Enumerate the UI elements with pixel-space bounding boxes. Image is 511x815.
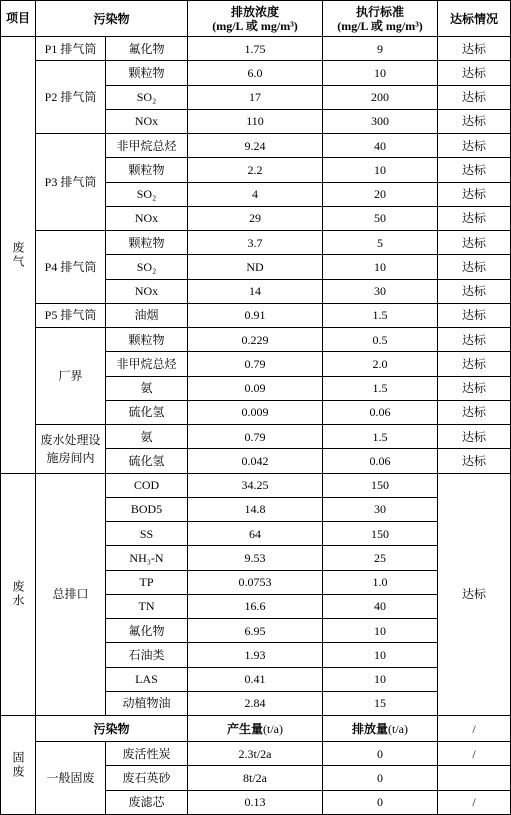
category-solid-waste: 固废 — [1, 716, 36, 815]
standard-cell: 15 — [323, 691, 438, 715]
pollutant-cell: 颗粒物 — [106, 61, 188, 85]
status-cell: 达标 — [438, 134, 511, 158]
header-category: 项目 — [1, 1, 36, 37]
source-p3: P3 排气筒 — [36, 134, 106, 231]
value-cell: 0.91 — [188, 303, 323, 327]
produced-cell: 0.13 — [188, 790, 323, 814]
pollutant-cell: LAS — [106, 667, 188, 691]
status-cell: 达标 — [438, 109, 511, 133]
status-cell: 达标 — [438, 473, 511, 716]
solid-header-emitted: 排放量(t/a) — [323, 716, 438, 742]
pollutant-cell: 氟化物 — [106, 619, 188, 643]
produced-cell: 2.3t/2a — [188, 742, 323, 766]
value-cell: 14 — [188, 279, 323, 303]
status-cell: 达标 — [438, 328, 511, 352]
value-cell: 0.09 — [188, 376, 323, 400]
pollutant-cell: NOx — [106, 109, 188, 133]
solid-header-status: / — [438, 716, 511, 742]
table-row — [1, 742, 511, 766]
value-cell: 0.042 — [188, 449, 323, 473]
value-cell: 9.24 — [188, 134, 323, 158]
source-p4: P4 排气筒 — [36, 231, 106, 304]
standard-cell: 2.0 — [323, 352, 438, 376]
status-cell: / — [438, 742, 511, 766]
pollutant-cell: SO₂ — [106, 255, 188, 279]
source-p1: P1 排气筒 — [36, 37, 106, 61]
status-cell — [438, 766, 511, 790]
value-cell: 1.75 — [188, 37, 323, 61]
standard-cell: 10 — [323, 158, 438, 182]
emitted-cell: 0 — [323, 790, 438, 814]
status-cell: 达标 — [438, 400, 511, 424]
pollutant-cell: TP — [106, 570, 188, 594]
standard-cell: 1.5 — [323, 425, 438, 449]
solid-header-produced: 产生量(t/a) — [188, 716, 323, 742]
pollutant-cell: 非甲烷总烃 — [106, 352, 188, 376]
standard-cell: 1.0 — [323, 570, 438, 594]
standard-cell: 10 — [323, 667, 438, 691]
status-cell: 达标 — [438, 352, 511, 376]
pollutant-cell: COD — [106, 473, 188, 497]
pollutant-cell: 废活性炭 — [106, 742, 188, 766]
pollutant-cell: NOx — [106, 206, 188, 230]
pollutant-cell: TN — [106, 594, 188, 618]
status-cell: 达标 — [438, 376, 511, 400]
value-cell: 17 — [188, 85, 323, 109]
value-cell: 2.2 — [188, 158, 323, 182]
pollutant-cell: SS — [106, 522, 188, 546]
source-p2: P2 排气筒 — [36, 61, 106, 134]
pollutant-cell: SO₂ — [106, 182, 188, 206]
standard-cell: 0.06 — [323, 400, 438, 424]
value-cell: 29 — [188, 206, 323, 230]
status-cell: 达标 — [438, 303, 511, 327]
standard-cell: 0.5 — [323, 328, 438, 352]
table-row — [1, 61, 511, 85]
table-header-row — [1, 1, 511, 37]
pollutant-cell: BOD5 — [106, 497, 188, 521]
pollutant-cell: 硫化氢 — [106, 449, 188, 473]
pollutant-cell: 颗粒物 — [106, 231, 188, 255]
value-cell: 6.95 — [188, 619, 323, 643]
value-cell: 9.53 — [188, 546, 323, 570]
standard-cell: 25 — [323, 546, 438, 570]
pollutant-cell: NH₃-N — [106, 546, 188, 570]
standard-cell: 9 — [323, 37, 438, 61]
value-cell: ND — [188, 255, 323, 279]
source-main-outlet: 总排口 — [36, 473, 106, 716]
pollutant-cell: 非甲烷总烃 — [106, 134, 188, 158]
standard-cell: 0.06 — [323, 449, 438, 473]
pollutant-cell: NOx — [106, 279, 188, 303]
source-boundary: 厂界 — [36, 328, 106, 425]
status-cell: 达标 — [438, 182, 511, 206]
standard-cell: 20 — [323, 182, 438, 206]
standard-cell: 30 — [323, 497, 438, 521]
value-cell: 14.8 — [188, 497, 323, 521]
value-cell: 0.229 — [188, 328, 323, 352]
value-cell: 0.79 — [188, 352, 323, 376]
status-cell: / — [438, 790, 511, 814]
standard-cell: 40 — [323, 594, 438, 618]
value-cell: 16.6 — [188, 594, 323, 618]
value-cell: 2.84 — [188, 691, 323, 715]
table-row — [1, 716, 511, 742]
emitted-cell: 0 — [323, 742, 438, 766]
value-cell: 4 — [188, 182, 323, 206]
standard-cell: 40 — [323, 134, 438, 158]
table-row — [1, 37, 511, 61]
pollutant-cell: 氨 — [106, 425, 188, 449]
standard-cell: 1.5 — [323, 303, 438, 327]
value-cell: 0.0753 — [188, 570, 323, 594]
solid-header-pollutant: 污染物 — [36, 716, 188, 742]
source-general-solid-waste: 一般固废 — [36, 742, 106, 815]
status-cell: 达标 — [438, 61, 511, 85]
standard-cell: 150 — [323, 473, 438, 497]
status-cell: 达标 — [438, 231, 511, 255]
header-emission: 排放浓度 (mg/L 或 mg/m³) — [188, 1, 323, 37]
pollutant-cell: SO₂ — [106, 85, 188, 109]
pollutant-cell: 氨 — [106, 376, 188, 400]
category-waste-gas: 废气 — [1, 37, 36, 474]
standard-cell: 10 — [323, 255, 438, 279]
value-cell: 64 — [188, 522, 323, 546]
table-row — [1, 303, 511, 327]
pollutant-cell: 颗粒物 — [106, 158, 188, 182]
header-standard: 执行标准 (mg/L 或 mg/m³) — [323, 1, 438, 37]
produced-cell: 8t/2a — [188, 766, 323, 790]
standard-cell: 150 — [323, 522, 438, 546]
status-cell: 达标 — [438, 206, 511, 230]
standard-cell: 1.5 — [323, 376, 438, 400]
standard-cell: 10 — [323, 643, 438, 667]
standard-cell: 30 — [323, 279, 438, 303]
table-row — [1, 473, 511, 497]
table-row — [1, 134, 511, 158]
value-cell: 0.009 — [188, 400, 323, 424]
source-p5: P5 排气筒 — [36, 303, 106, 327]
standard-cell: 5 — [323, 231, 438, 255]
table-row — [1, 425, 511, 449]
value-cell: 0.41 — [188, 667, 323, 691]
standard-cell: 50 — [323, 206, 438, 230]
value-cell: 3.7 — [188, 231, 323, 255]
status-cell: 达标 — [438, 425, 511, 449]
table-row — [1, 231, 511, 255]
header-pollutant: 污染物 — [36, 1, 188, 37]
pollutant-cell: 石油类 — [106, 643, 188, 667]
standard-cell: 300 — [323, 109, 438, 133]
standard-cell: 10 — [323, 619, 438, 643]
status-cell: 达标 — [438, 158, 511, 182]
category-waste-water: 废水 — [1, 473, 36, 716]
value-cell: 0.79 — [188, 425, 323, 449]
status-cell: 达标 — [438, 449, 511, 473]
status-cell: 达标 — [438, 37, 511, 61]
emitted-cell: 0 — [323, 766, 438, 790]
status-cell: 达标 — [438, 279, 511, 303]
pollutant-cell: 废滤芯 — [106, 790, 188, 814]
table-row — [1, 328, 511, 352]
pollutant-cell: 氟化物 — [106, 37, 188, 61]
header-compliance: 达标情况 — [438, 1, 511, 37]
status-cell: 达标 — [438, 85, 511, 109]
status-cell: 达标 — [438, 255, 511, 279]
value-cell: 1.93 — [188, 643, 323, 667]
value-cell: 6.0 — [188, 61, 323, 85]
value-cell: 110 — [188, 109, 323, 133]
pollutant-cell: 废石英砂 — [106, 766, 188, 790]
pollutant-cell: 动植物油 — [106, 691, 188, 715]
source-wwtp-room: 废水处理设 施房间内 — [36, 425, 106, 474]
value-cell: 34.25 — [188, 473, 323, 497]
standard-cell: 10 — [323, 61, 438, 85]
pollutant-cell: 硫化氢 — [106, 400, 188, 424]
standard-cell: 200 — [323, 85, 438, 109]
pollutant-cell: 油烟 — [106, 303, 188, 327]
pollutant-cell: 颗粒物 — [106, 328, 188, 352]
